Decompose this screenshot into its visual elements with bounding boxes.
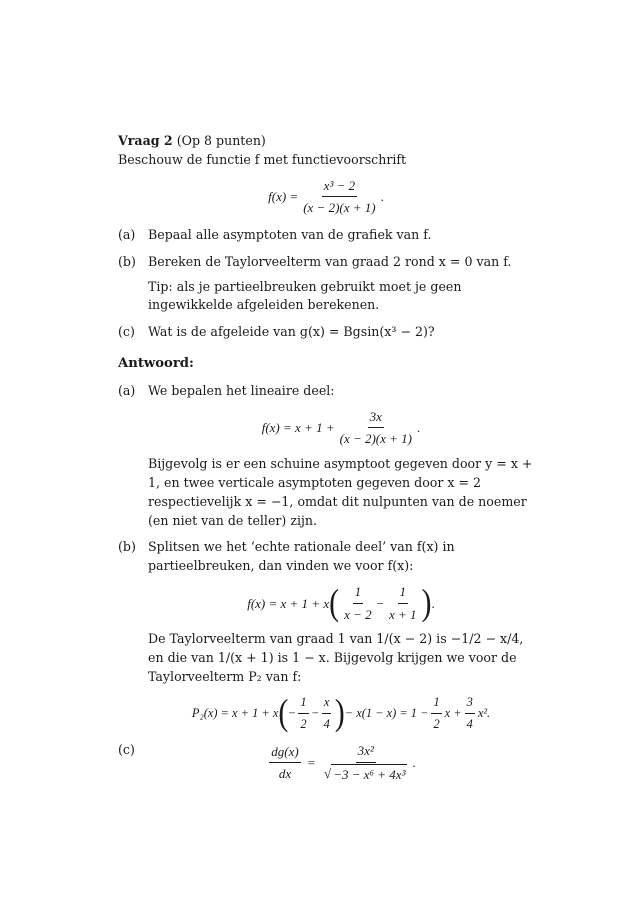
answer-heading: Antwoord: — [118, 356, 194, 372]
answer-a-formula: f(x) = x + 1 + $\frac{3x}{(x - 2)(x + 1)}$ . — [261, 408, 421, 447]
question-intro: Beschouw de functie f met functievoorschrift — [118, 151, 407, 167]
answer-a: (a) We bepalen het lineaire deel: f(x) = x + 1 + $\frac{3x}{(x - 2)(x + 1)}$ . Bijgevolg is er een schuine asymptoot gegeven door y = x + 1, en twee verticale asymptoten gegeven door x = 2 respectievelijk x = −1, omdat dit nulpunten van de noemer (en niet van de teller) zijn. — [118, 383, 533, 528]
question-a: (a) Bepaal alle asymptoten van de grafiek van f. — [118, 226, 432, 242]
question-points: (Op 8 punten) — [176, 133, 266, 148]
question-header — [118, 132, 534, 151]
function-definition: f(x) = $\frac{\text{x³ − 2}}{(x - 2)(x + 1)}$ . — [118, 176, 534, 218]
document-page — [118, 132, 534, 792]
question-c: (c) Wat is de afgeleide van g(x) = Bgsin(x³ − 2)? — [118, 324, 435, 340]
answer-b-formula1: f(x) = x + 1 + x ( $\frac{1}{x - 2}$ − $\frac{1}{x + 1}$ ) . — [247, 582, 435, 624]
f-fraction: $\frac{\text{x³ − 2}}{(x - 2)(x + 1)}$ — [303, 177, 376, 216]
answer-b-formula2: P₂(x) = x + 1 + x ( − $\frac{1}{2}$ − $\frac{x}{4}$ ) − x(1 − x) = 1 − $\frac{1}{2}$ x + $\frac{3}{4}$ x². — [191, 691, 491, 734]
question-b: (b) Bereken de Taylorveelterm van graad 2 rond x = 0 van f. Tip: als je partieelbreuken gebruikt moet je geen ingewikkelde afgeleiden berekenen. — [118, 253, 534, 316]
question-b-tip: Tip: als je partieelbreuken gebruikt moet je geen ingewikkelde afgeleiden berekenen. — [148, 278, 462, 313]
answer-b: (b) Splitsen we het ‘echte rationale deel’ van f(x) in partieelbreuken, dan vinden we voor f(x): f(x) = x + 1 + x ( $\frac{1}{x - 2}$ − $\frac{1}{x + 1}$ ) . De Taylorveelterm van graad 1 van 1/(x − 2) is −1/2 − x/4, en die van 1/(x + 1) is 1 − x. Bijgevolg krijgen we voor de Taylorveelterm P₂ van f: P₂(x) = x + 1 + x ( − $\frac{1}{2}$ − $\frac{x}{4}$ ) − x(1 − x) = 1 − $\frac{1}{2}$ x + $\frac{3}{4}$ x². — [118, 538, 534, 733]
answer-c: (c) $\frac{dg(x)}{dx}$ = 3x² √ −3 − x⁶ + 4x³ . — [118, 741, 534, 784]
question-title: Vraag 2 — [118, 133, 173, 148]
answer-c-formula: $\frac{dg(x)}{dx}$ = 3x² √ −3 − x⁶ + 4x³ . — [148, 741, 534, 784]
